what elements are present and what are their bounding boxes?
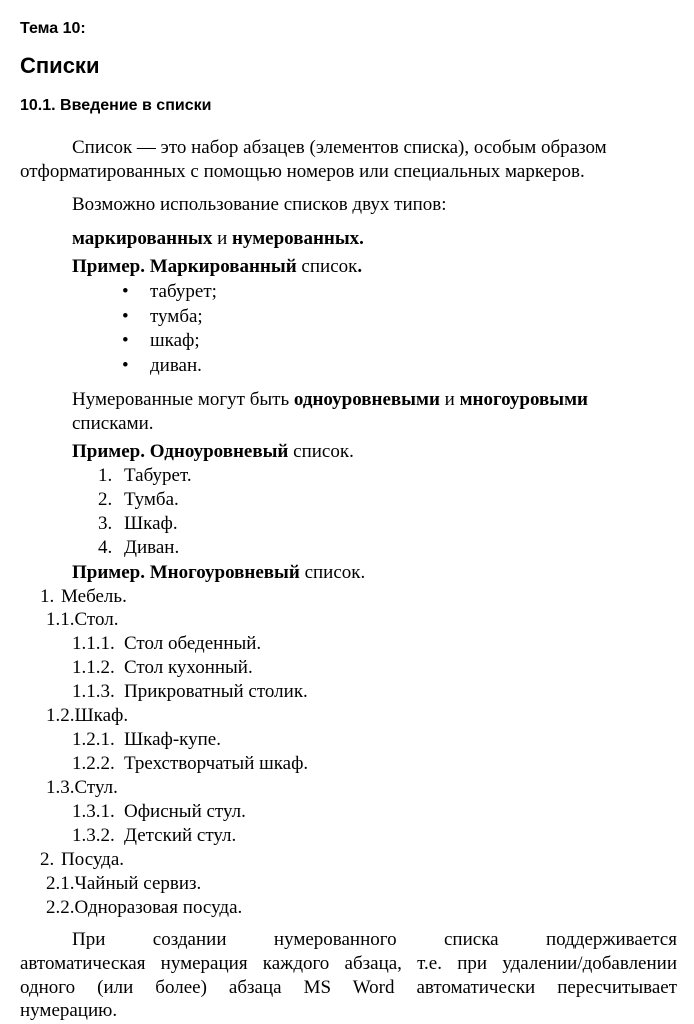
bullet-item [122, 305, 203, 329]
example-3-normal: список. [304, 562, 366, 583]
bullet-item-text: тумба; [150, 306, 203, 327]
bullet-item-text: диван. [150, 355, 202, 376]
multilevel-text: Офисный стул. [124, 801, 246, 822]
multilevel-item-level-1 [40, 585, 127, 609]
multilevel-text: Шкаф-купе. [124, 729, 221, 750]
multilevel-number: 1.1.1. [72, 633, 115, 654]
multilevel-item-level-2 [46, 872, 201, 896]
multilevel-number: 1.2. [46, 705, 75, 726]
paragraph-4-word: создании [152, 929, 227, 950]
bullet-marker: • [122, 330, 129, 351]
example-2-normal: список. [293, 441, 354, 462]
multilevel-item-level-3 [72, 632, 261, 656]
multilevel-text: Мебель. [61, 586, 127, 607]
bullet-item [122, 280, 217, 304]
ordered-number: 3. [98, 513, 113, 534]
topic-heading: Тема 10: [20, 20, 86, 37]
multilevel-text: Чайный сервиз. [74, 873, 202, 894]
paragraph-3-line-1 [72, 388, 588, 412]
numbered-term: нумерованных. [232, 228, 364, 249]
multilevel-text: Детский стул. [124, 825, 237, 846]
paragraph-2: Возможно использование списков двух типов: [72, 194, 447, 215]
ordered-item [98, 488, 179, 512]
bullet-marker: • [122, 281, 129, 302]
paragraph-4-word: списка [444, 929, 499, 950]
multilevel-item-level-2 [46, 704, 128, 728]
paragraph-3-text-1: Нумерованные могут быть [72, 389, 290, 410]
multilevel-item-level-2 [46, 776, 118, 800]
example-3-bold: Пример. Многоуровневый [72, 562, 300, 583]
multilevel-item-level-2 [46, 608, 118, 632]
multilevel-text: Прикроватный столик. [124, 681, 308, 702]
paragraph-4-word: нумерованного [273, 929, 397, 950]
multilevel-number: 2.1. [46, 873, 75, 894]
example-3-heading [72, 561, 365, 585]
multilevel-number: 1.2.2. [72, 753, 115, 774]
bullet-marker: • [122, 355, 129, 376]
paragraph-1-line-1: Список — это набор абзацев (элементов списка), особым образом [72, 137, 607, 158]
example-1-tail: . [357, 256, 363, 277]
list-types-line [72, 227, 364, 251]
ordered-text: Табурет. [124, 465, 192, 486]
ordered-text: Диван. [124, 537, 180, 558]
multilevel-text: Трехстворчатый шкаф. [124, 753, 309, 774]
multilevel-number: 1. [40, 586, 55, 607]
multilevel-text: Стол кухонный. [124, 657, 253, 678]
multilevel-number: 1.3.2. [72, 825, 115, 846]
multilevel-number: 2.2. [46, 897, 75, 918]
ordered-number: 2. [98, 489, 113, 510]
paragraph-3-line-2: списками. [72, 413, 154, 434]
paragraph-4-word: поддерживается [546, 929, 677, 950]
paragraph-1-line-2: отформатированных с помощью номеров или специальных маркеров. [20, 161, 585, 182]
ordered-number: 1. [98, 465, 113, 486]
multilevel-number: 1.1.2. [72, 657, 115, 678]
ordered-text: Тумба. [124, 489, 179, 510]
multilevel-item-level-3 [72, 680, 308, 704]
ordered-item [98, 512, 178, 536]
single-level-term: одноуровневыми [293, 389, 440, 410]
multilevel-number: 1.2.1. [72, 729, 115, 750]
bullet-item-text: шкаф; [150, 330, 200, 351]
paragraph-4-line-3: одного (или более) абзаца MS Word автоматически пересчитывает [20, 977, 677, 998]
page-title: Списки [20, 53, 100, 78]
paragraph-4-line-1 [20, 928, 677, 952]
multilevel-text: Одноразовая посуда. [74, 897, 243, 918]
multilevel-text: Стол. [74, 609, 119, 630]
multilevel-text: Стул. [74, 777, 118, 798]
multilevel-number: 1.1.3. [72, 681, 115, 702]
multilevel-number: 1.3. [46, 777, 75, 798]
multilevel-item-level-3 [72, 728, 221, 752]
example-2-bold: Пример. Одноуровневый [72, 441, 289, 462]
paragraph-3-text-2: и [444, 389, 455, 410]
multilevel-item-level-1 [40, 848, 124, 872]
section-heading: 10.1. Введение в списки [20, 97, 212, 114]
example-1-normal: список [301, 256, 358, 277]
multilevel-number: 2. [40, 849, 55, 870]
bullet-item [122, 329, 200, 353]
example-1-heading [72, 255, 362, 279]
paragraph-4-line-2: автоматическая нумерация каждого абзаца, т.е. при удалении/добавлении [20, 953, 677, 974]
types-conjunction: и [217, 228, 228, 249]
ordered-text: Шкаф. [124, 513, 178, 534]
example-1-bold: Пример. Маркированный [72, 256, 297, 277]
multilevel-number: 1.3.1. [72, 801, 115, 822]
multilevel-item-level-3 [72, 824, 236, 848]
multilevel-number: 1.1. [46, 609, 75, 630]
multilevel-item-level-2 [46, 896, 242, 920]
multilevel-text: Шкаф. [74, 705, 129, 726]
ordered-item [98, 464, 192, 488]
multilevel-item-level-3 [72, 656, 253, 680]
bullet-item-text: табурет; [150, 281, 217, 302]
ordered-item [98, 536, 179, 560]
bullet-item [122, 354, 202, 378]
marked-term: маркированных [72, 228, 213, 249]
paragraph-4-line-4: нумерацию. [20, 1000, 118, 1021]
multilevel-item-level-3 [72, 752, 308, 776]
multilevel-text: Посуда. [61, 849, 125, 870]
paragraph-4-word: При [72, 929, 106, 950]
example-2-heading [72, 440, 354, 464]
multilevel-item-level-3 [72, 800, 246, 824]
bullet-marker: • [122, 306, 129, 327]
multilevel-text: Стол обеденный. [124, 633, 262, 654]
ordered-number: 4. [98, 537, 113, 558]
multi-level-term: многоуровыми [459, 389, 588, 410]
